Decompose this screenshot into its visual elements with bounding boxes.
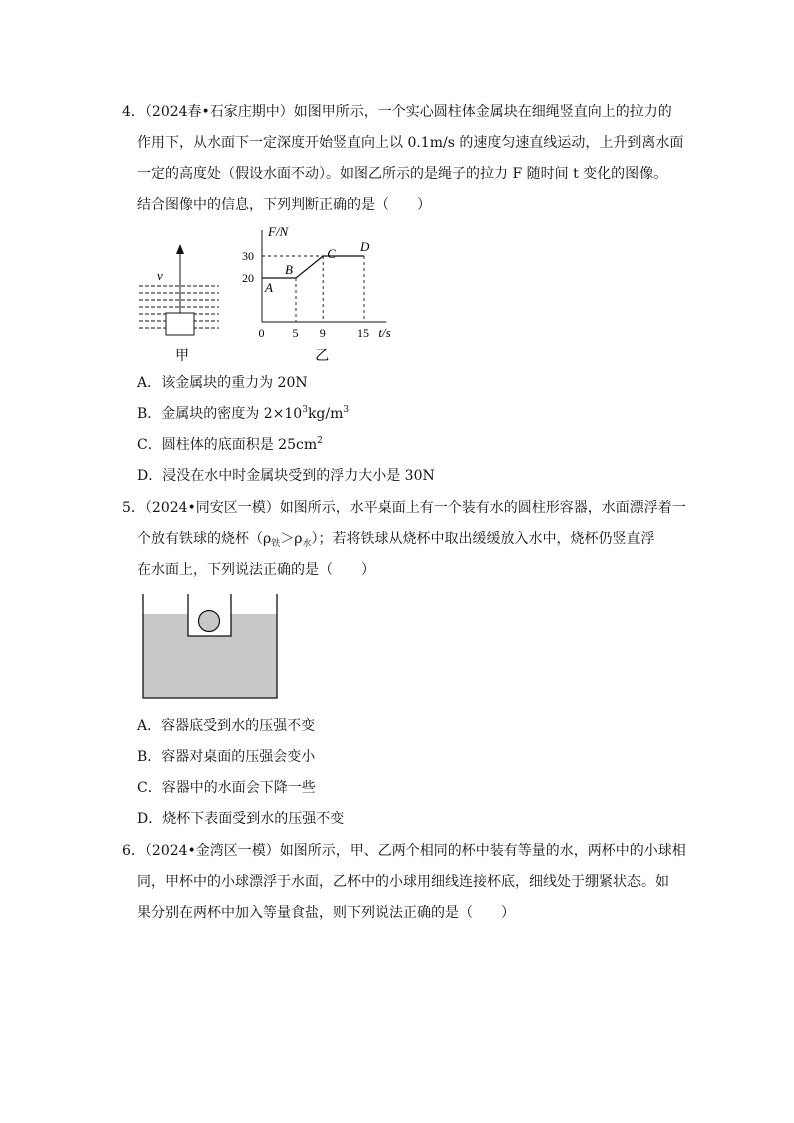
point-label-D: D <box>360 239 370 254</box>
q4-line-2: 作用下，从水面下一定深度开始竖直向上以 0.1m/s 的速度匀速直线运动，上升到离水面 <box>137 135 684 151</box>
figure-jia-caption: 甲 <box>175 349 189 364</box>
q4-line-3: 一定的高度处（假设水面不动）。如图乙所示的是绳子的拉力 F 随时间 t 变化的图像。 <box>137 166 668 182</box>
figure-yi-caption: 乙 <box>315 349 330 364</box>
q5-line-2-b: ＞ρ <box>280 531 303 547</box>
q6-line-3: 果分别在两杯中加入等量食盐，则下列说法正确的是（ ） <box>137 905 515 921</box>
x-tick-label: 0 <box>258 326 265 340</box>
series-line <box>262 256 364 278</box>
q5-option-a[interactable]: A．容器底受到水的压强不变 <box>137 718 316 734</box>
q5-line-1: 5．（2024•同安区一模）如图所示，水平桌面上有一个装有水的圆柱形容器，水面漂浮着一 <box>122 500 686 516</box>
x-tick-label: 9 <box>319 326 326 340</box>
q5-line-3: 在水面上，下列说法正确的是（ ） <box>137 562 375 578</box>
q5-line-2 <box>137 529 655 549</box>
q6-line-1: 6．（2024•金湾区一模）如图所示，甲、乙两个相同的杯中装有等量的水，两杯中的小球相 <box>122 843 686 859</box>
q4-option-d[interactable]: D．浸没在水中时金属块受到的浮力大小是 30N <box>137 468 435 484</box>
q4-option-c-text: C．圆柱体的底面积是 25cm <box>137 437 318 453</box>
velocity-label: v <box>157 268 163 283</box>
q4-option-b[interactable] <box>137 404 349 424</box>
figure-container-beaker <box>140 594 280 700</box>
q5-option-d[interactable]: D．烧杯下表面受到水的压强不变 <box>137 811 345 827</box>
metal-block <box>166 313 194 335</box>
q4-option-c-exp: 2 <box>317 436 323 446</box>
x-tick-label: 5 <box>292 326 299 340</box>
y-axis-label: F/N <box>268 224 289 239</box>
figure-jia <box>135 238 225 368</box>
x-axis-label: t/s <box>378 325 391 340</box>
q6-line-2: 同，甲杯中的小球漂浮于水面，乙杯中的小球用细线连接杯底，细线处于绷紧状态。如 <box>137 874 669 890</box>
iron-ball <box>199 611 220 632</box>
q4-line-1: 4．（2024春•石家庄期中）如图甲所示，一个实心圆柱体金属块在细绳竖直向上的拉力的 <box>122 104 672 120</box>
q5-option-c[interactable]: C．容器中的水面会下降一些 <box>137 780 316 796</box>
q4-option-b-exp: 3 <box>302 405 308 415</box>
y-tick-label: 20 <box>242 271 254 285</box>
q5-option-b[interactable]: B．容器对桌面的压强会变小 <box>137 749 316 765</box>
point-label-A: A <box>265 280 273 295</box>
q5-line-2-c: ）；若将铁球从烧杯中取出缓缓放入水中，烧杯仍竖直浮 <box>311 531 655 547</box>
y-tick-label: 30 <box>242 249 254 263</box>
x-tick-label: 15 <box>357 326 369 340</box>
q4-option-a[interactable]: A．该金属块的重力为 20N <box>137 375 308 391</box>
figure-yi-chart <box>238 222 418 367</box>
arrow-up-icon <box>176 244 184 254</box>
q4-option-b-unit: kg/m <box>307 406 344 422</box>
q5-line-2-a: 个放有铁球的烧杯（ρ <box>137 531 272 547</box>
point-label-C: C <box>327 246 336 261</box>
q4-option-b-unit-exp: 3 <box>343 405 350 415</box>
q5-sub-water: 水 <box>302 539 312 549</box>
q4-line-4: 结合图像中的信息，下列判断正确的是（ ） <box>137 197 431 213</box>
q5-sub-iron: 铁 <box>271 539 281 549</box>
q4-option-c[interactable] <box>137 435 323 455</box>
q4-option-b-text: B．金属块的密度为 2×10 <box>137 406 303 422</box>
point-label-B: B <box>285 262 293 277</box>
